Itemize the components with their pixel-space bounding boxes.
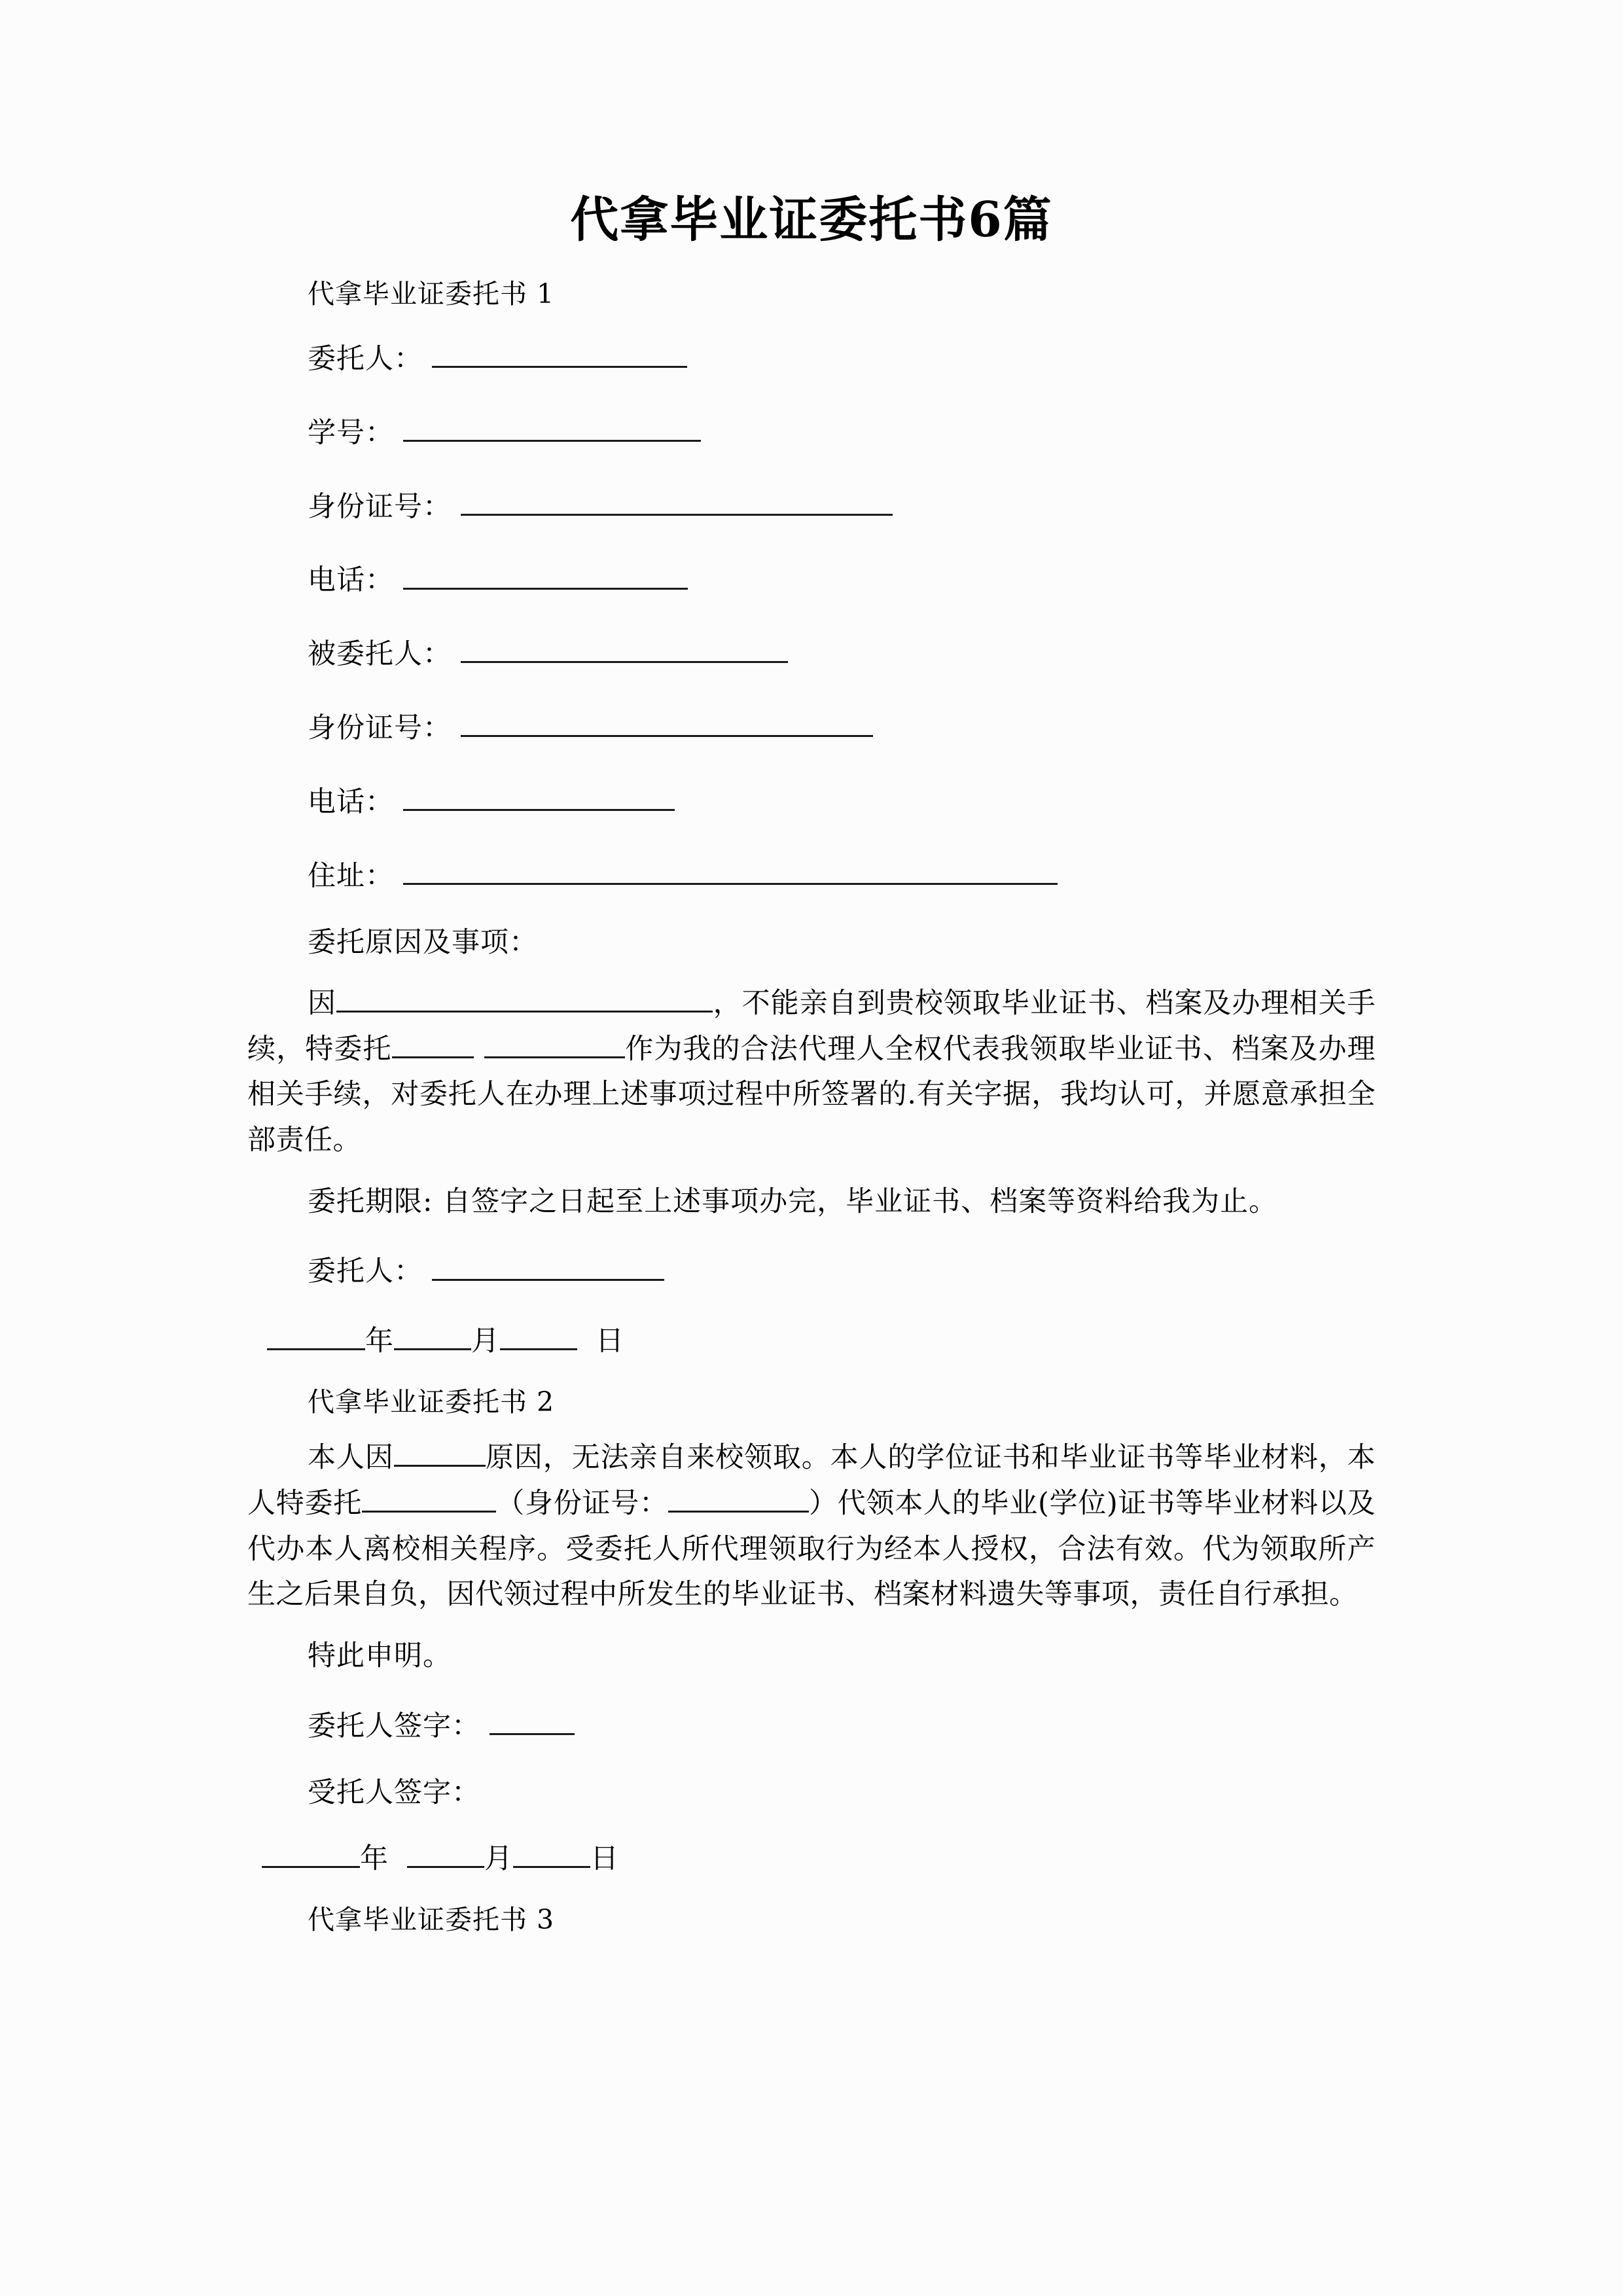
text-body2-c: （身份证号： [496, 1487, 668, 1520]
label-year-unit-2: 年 [360, 1842, 389, 1876]
blank-month-2[interactable] [407, 1837, 484, 1868]
section-heading-1: 代拿毕业证委托书 1 [308, 278, 555, 310]
blank-agent-2[interactable] [362, 1481, 496, 1513]
blank-student-id[interactable] [403, 409, 701, 442]
blank-address[interactable] [403, 852, 1058, 885]
label-id-card: 身份证号： [308, 490, 452, 523]
paragraph-authorization-2 [247, 1429, 1376, 1624]
blank-day[interactable] [500, 1319, 577, 1350]
form-row-phone [247, 542, 1376, 616]
label-student-id: 学号： [308, 416, 394, 450]
text-body2-d: ）代领本人的毕业(学位)证书等毕业材料以及代办本人离校相关程序。受委托人所代理领取行为经本人授权，合法有效。代为领取所产生之后果自负，因代领过程中所发生的毕业证书、档案材料遗失等事项，责任自行承担。 [247, 1487, 1376, 1611]
form-row-principal-name [247, 321, 1376, 395]
blank-day-2[interactable] [513, 1837, 590, 1868]
label-day-unit-2: 日 [590, 1842, 619, 1876]
form-row-principal-signature-2 [247, 1688, 1376, 1762]
section-heading-2: 代拿毕业证委托书 2 [308, 1386, 555, 1418]
form-row-student-id [247, 395, 1376, 469]
document-content [247, 0, 1376, 1946]
blank-principal-signature[interactable] [432, 1247, 664, 1280]
blank-principal-name[interactable] [432, 335, 687, 368]
text-declaration: 特此申明。 [308, 1640, 452, 1673]
blank-trustee-a[interactable] [392, 1027, 474, 1058]
label-month-unit: 月 [471, 1325, 500, 1358]
blank-year-2[interactable] [262, 1837, 360, 1868]
label-month-unit-2: 月 [484, 1842, 513, 1876]
form-row-agent-name [247, 616, 1376, 690]
blank-year[interactable] [267, 1319, 365, 1350]
blank-agent-name[interactable] [461, 630, 788, 663]
paragraph-authorization-1 [247, 975, 1376, 1170]
form-row-agent-phone [247, 764, 1376, 838]
label-day-unit: 日 [596, 1325, 624, 1358]
label-agent-id-card: 身份证号： [308, 711, 452, 745]
blank-agent-phone[interactable] [403, 778, 675, 811]
text-reason-middle: ，不能亲自到贵校领取毕业证书、档案及办理相关手续，特委托 [247, 987, 1376, 1066]
section-heading-3: 代拿毕业证委托书 3 [308, 1903, 555, 1935]
blank-agent-id-card[interactable] [461, 704, 873, 737]
label-principal-name: 委托人： [308, 342, 423, 376]
blank-agent-id-2[interactable] [668, 1481, 809, 1513]
text-body2-b: 原因，无法亲自来校领取。本人的学位证书和毕业证书等毕业材料，本人特委托 [247, 1441, 1376, 1520]
date-row-section-2 [247, 1825, 1376, 1892]
blank-phone[interactable] [403, 556, 688, 589]
text-reason-suffix: 作为我的合法代理人全权代表我领取毕业证书、档案及办理相关手续，对委托人在办理上述事项过程中所签署的.有关字据，我均认可，并愿意承担全部责任。 [247, 1032, 1376, 1157]
form-row-id-card [247, 469, 1376, 543]
blank-principal-signature-2[interactable] [490, 1702, 575, 1735]
label-principal-signature: 委托人： [308, 1255, 423, 1288]
blank-id-card[interactable] [461, 483, 893, 516]
text-reason-prefix: 因 [308, 987, 337, 1020]
form-row-address [247, 838, 1376, 912]
form-row-principal-signature [247, 1233, 1376, 1307]
page-title: 代拿毕业证委托书6篇 [570, 192, 1053, 248]
label-agent-name: 被委托人： [308, 637, 452, 671]
blank-trustee-b[interactable] [484, 1027, 625, 1058]
text-body2-a: 本人因 [308, 1441, 394, 1475]
label-agent-phone: 电话： [308, 785, 394, 819]
label-principal-signature-2: 委托人签字： [308, 1709, 480, 1742]
text-term-line: 委托期限: 自签字之日起至上述事项办完，毕业证书、档案等资料给我为止。 [308, 1185, 1278, 1218]
label-reason-heading: 委托原因及事项： [308, 926, 538, 960]
label-address: 住址： [308, 859, 394, 892]
label-phone: 电话： [308, 564, 394, 597]
date-row-section-1 [247, 1307, 1376, 1374]
blank-reason-2[interactable] [394, 1435, 486, 1467]
blank-month[interactable] [394, 1319, 471, 1350]
label-agent-signature-2: 受托人签字： [308, 1776, 480, 1810]
blank-reason[interactable] [336, 981, 713, 1013]
form-row-agent-id-card [247, 690, 1376, 764]
label-year-unit: 年 [365, 1325, 394, 1358]
